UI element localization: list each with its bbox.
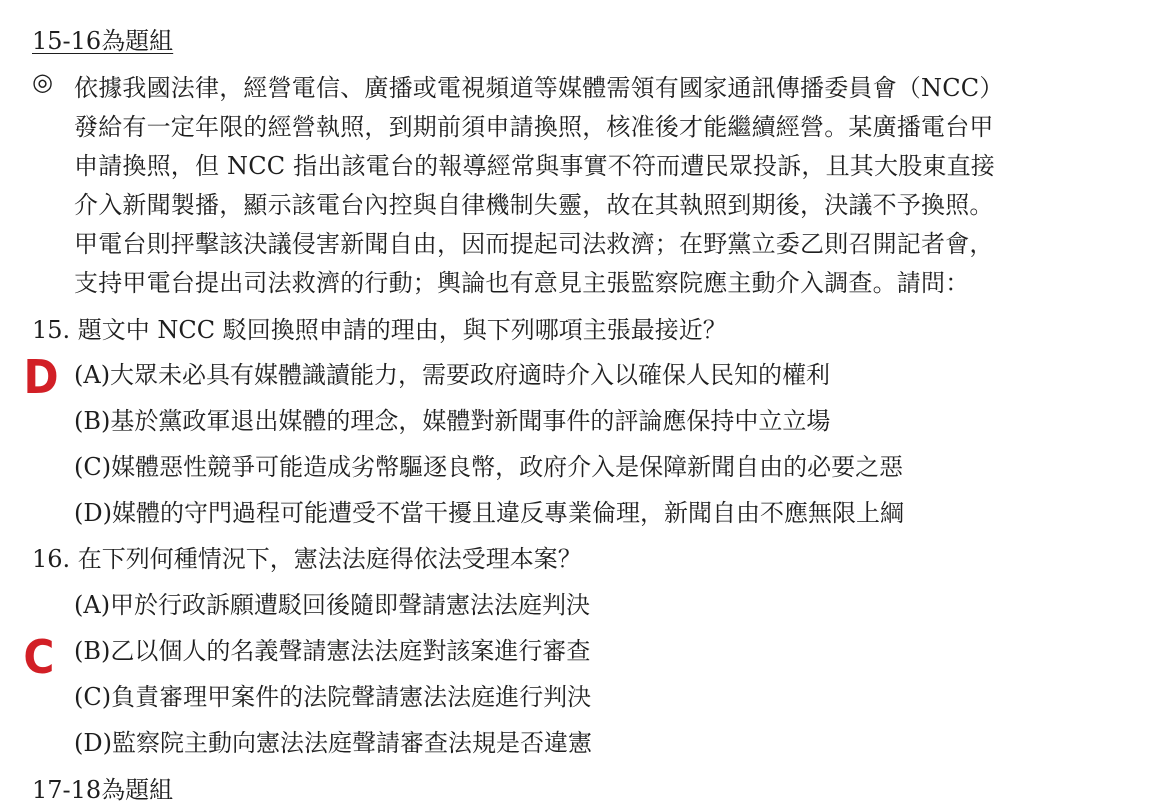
question-16-option-b: (B)乙以個人的名義聲請憲法法庭對該案進行審查	[74, 637, 591, 665]
passage-line: 支持甲電台提出司法救濟的行動；輿論也有意見主張監察院應主動介入調查。請問：	[74, 269, 970, 297]
question-15-option-d: (D)媒體的守門過程可能遭受不當干擾且違反專業倫理，新聞自由不應無限上綱	[74, 499, 904, 527]
passage-line: 申請換照，但 NCC 指出該電台的報導經常與事實不符而遭民眾投訴，且其大股東直接	[74, 152, 995, 180]
next-question-group-title: 17-18為題組	[32, 776, 174, 804]
question-16-option-a: (A)甲於行政訴願遭駁回後隨即聲請憲法法庭判決	[74, 591, 591, 619]
passage-line: 介入新聞製播，顯示該電台內控與自律機制失靈，故在其執照到期後，決議不予換照。	[74, 191, 994, 219]
question-group-title: 15-16為題組	[32, 27, 174, 55]
passage-bullet-icon: ◎	[32, 68, 53, 96]
passage-line: 依據我國法律，經營電信、廣播或電視頻道等媒體需領有國家通訊傳播委員會（NCC）	[74, 74, 1004, 102]
question-15-answer-mark: D	[23, 350, 59, 404]
question-15-option-a: (A)大眾未必具有媒體識讀能力，需要政府適時介入以確保人民知的權利	[74, 361, 831, 389]
question-15-option-b: (B)基於黨政軍退出媒體的理念，媒體對新聞事件的評論應保持中立立場	[74, 407, 831, 435]
passage-line: 發給有一定年限的經營執照，到期前須申請換照，核准後才能繼續經營。某廣播電台甲	[74, 113, 994, 141]
question-15-option-c: (C)媒體惡性競爭可能造成劣幣驅逐良幣，政府介入是保障新聞自由的必要之惡	[74, 453, 904, 481]
question-15-stem: 15. 題文中 NCC 駁回換照申請的理由，與下列哪項主張最接近？	[32, 316, 727, 344]
question-16-answer-mark: C	[23, 630, 55, 684]
question-16-stem: 16. 在下列何種情況下，憲法法庭得依法受理本案？	[32, 545, 582, 573]
question-16-option-c: (C)負責審理甲案件的法院聲請憲法法庭進行判決	[74, 683, 592, 711]
passage-line: 甲電台則抨擊該決議侵害新聞自由，因而提起司法救濟；在野黨立委乙則召開記者會，	[74, 230, 994, 258]
question-16-option-d: (D)監察院主動向憲法法庭聲請審查法規是否違憲	[74, 729, 592, 757]
